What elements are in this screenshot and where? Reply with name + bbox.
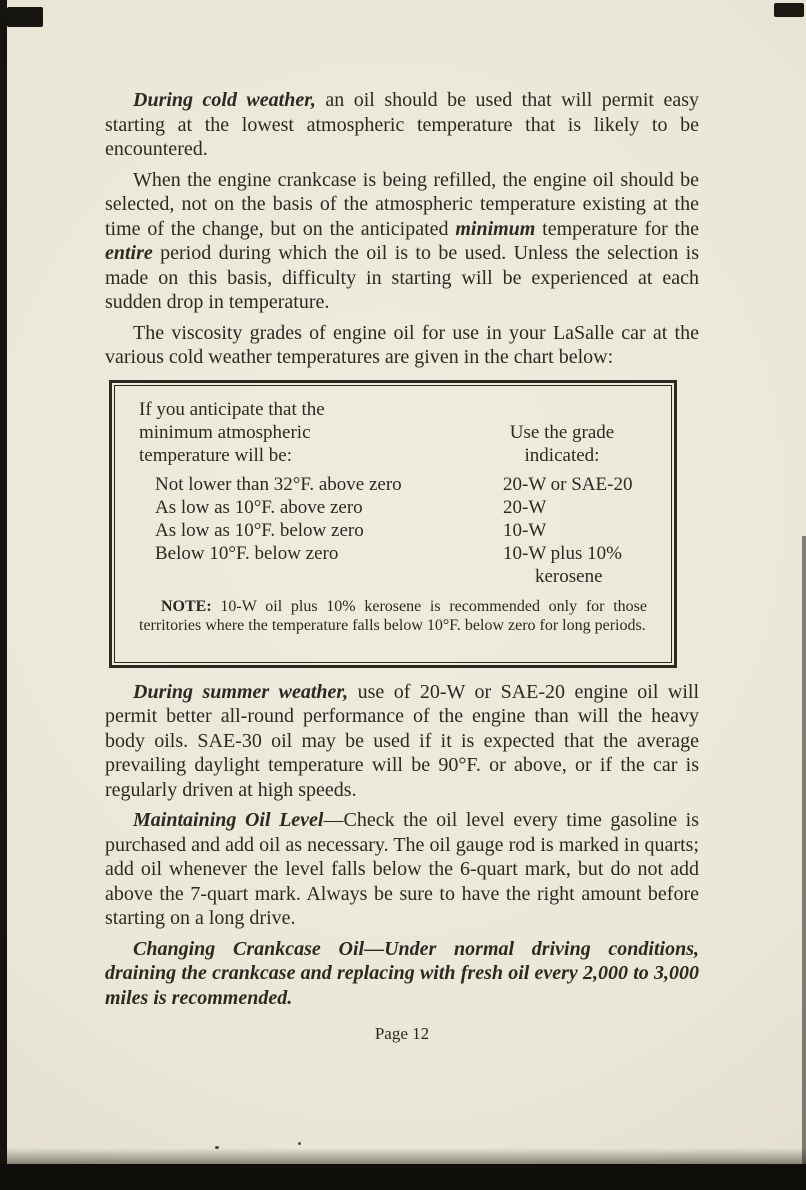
chart-condition: Not lower than 32°F. above zero bbox=[155, 473, 402, 495]
crankcase-refill-text-2: temperature for the bbox=[535, 217, 699, 240]
chart-left-header: If you anticipate that the minimum atmospheric temperature will be: bbox=[139, 398, 325, 466]
changing-crankcase-oil-lead: Changing Crankcase Oil bbox=[133, 937, 365, 960]
chart-row bbox=[139, 519, 647, 542]
paragraph-maintaining-oil-level bbox=[105, 808, 699, 931]
scan-speck bbox=[298, 1142, 301, 1145]
crankcase-refill-text-1: When the engine crankcase is being refilled, the engine oil should be selected, not on the basis of the atmospheric temperature existing at the time of the change, but on the anticipated bbox=[105, 168, 699, 240]
scan-mark-top-right bbox=[774, 3, 804, 17]
chart-row bbox=[139, 473, 647, 496]
scan-edge-bottom bbox=[0, 1164, 806, 1190]
paragraph-crankcase-refill bbox=[105, 168, 699, 315]
chart-grade: 10-W plus 10% kerosene bbox=[503, 542, 622, 587]
chart-condition: Below 10°F. below zero bbox=[155, 542, 339, 564]
oil-grade-chart-inner bbox=[114, 385, 672, 663]
crankcase-refill-text-3: period during which the oil is to be used. Unless the selection is made on this basis, difficulty in starting will be experienced at each sudden drop in temperature. bbox=[105, 242, 699, 313]
chart-row bbox=[139, 496, 647, 519]
paragraph-changing-crankcase-oil bbox=[105, 937, 699, 1011]
scan-edge-bottom-shadow bbox=[0, 1148, 806, 1164]
chart-grade: 10-W bbox=[503, 519, 547, 541]
maintaining-oil-level-lead: Maintaining Oil Level bbox=[133, 809, 324, 831]
chart-condition: As low as 10°F. below zero bbox=[155, 519, 364, 541]
cold-weather-text: an oil should be used that will permit easy starting at the lowest atmospheric temperature that is likely to be encountered. bbox=[105, 89, 699, 160]
emphasis-entire: entire bbox=[105, 242, 153, 264]
page-number: Page 12 bbox=[374, 1024, 430, 1043]
paragraph-viscosity-intro: The viscosity grades of engine oil for use in your LaSalle car at the various cold weather temperatures are given in the chart below: bbox=[105, 321, 699, 368]
summer-weather-lead: During summer weather, bbox=[133, 680, 349, 703]
oil-grade-chart bbox=[109, 380, 677, 668]
chart-note bbox=[139, 597, 647, 636]
paragraph-summer-weather bbox=[105, 680, 699, 803]
scan-speck bbox=[215, 1146, 219, 1149]
chart-note-label: NOTE: bbox=[161, 597, 212, 615]
chart-grade: 20-W or SAE-20 bbox=[503, 473, 633, 495]
paragraph-cold-weather bbox=[105, 88, 699, 162]
maintaining-oil-level-text: —Check the oil level every time gasoline is purchased and add oil as necessary. The oil gauge rod is marked in quarts; add oil whenever the level falls below the 6-quart mark, but do not add above the 7-quart mark. Always be sure to have the right amount before starting on a long drive. bbox=[105, 809, 699, 929]
scan-edge-right bbox=[802, 536, 806, 1165]
chart-header-row bbox=[139, 398, 647, 467]
chart-row bbox=[139, 542, 647, 588]
scan-mark-top-left bbox=[7, 7, 43, 27]
page-content bbox=[105, 88, 699, 1047]
chart-note-text: 10-W oil plus 10% kerosene is recommended only for those territories where the temperature falls below 10°F. below zero for long periods. bbox=[139, 597, 647, 634]
cold-weather-lead: During cold weather, bbox=[133, 89, 316, 111]
summer-weather-text: use of 20-W or SAE-20 engine oil will permit better all-round performance of the engine than will the heavy body oils. SAE-30 oil may be used if it is expected that the average prevailing daylight temperature will be 90°F. or above, or if the car is regularly driven at high speeds. bbox=[105, 680, 699, 801]
chart-grade: 20-W bbox=[503, 496, 547, 518]
changing-crankcase-oil-text: —Under normal driving conditions, draining the crankcase and replacing with fresh oil every 2,000 to 3,000 miles is recommended. bbox=[105, 937, 699, 1009]
scan-edge-left bbox=[0, 0, 7, 1190]
chart-right-header: Use the grade indicated: bbox=[509, 421, 615, 466]
emphasis-minimum: minimum bbox=[455, 217, 536, 240]
chart-condition: As low as 10°F. above zero bbox=[155, 496, 363, 518]
